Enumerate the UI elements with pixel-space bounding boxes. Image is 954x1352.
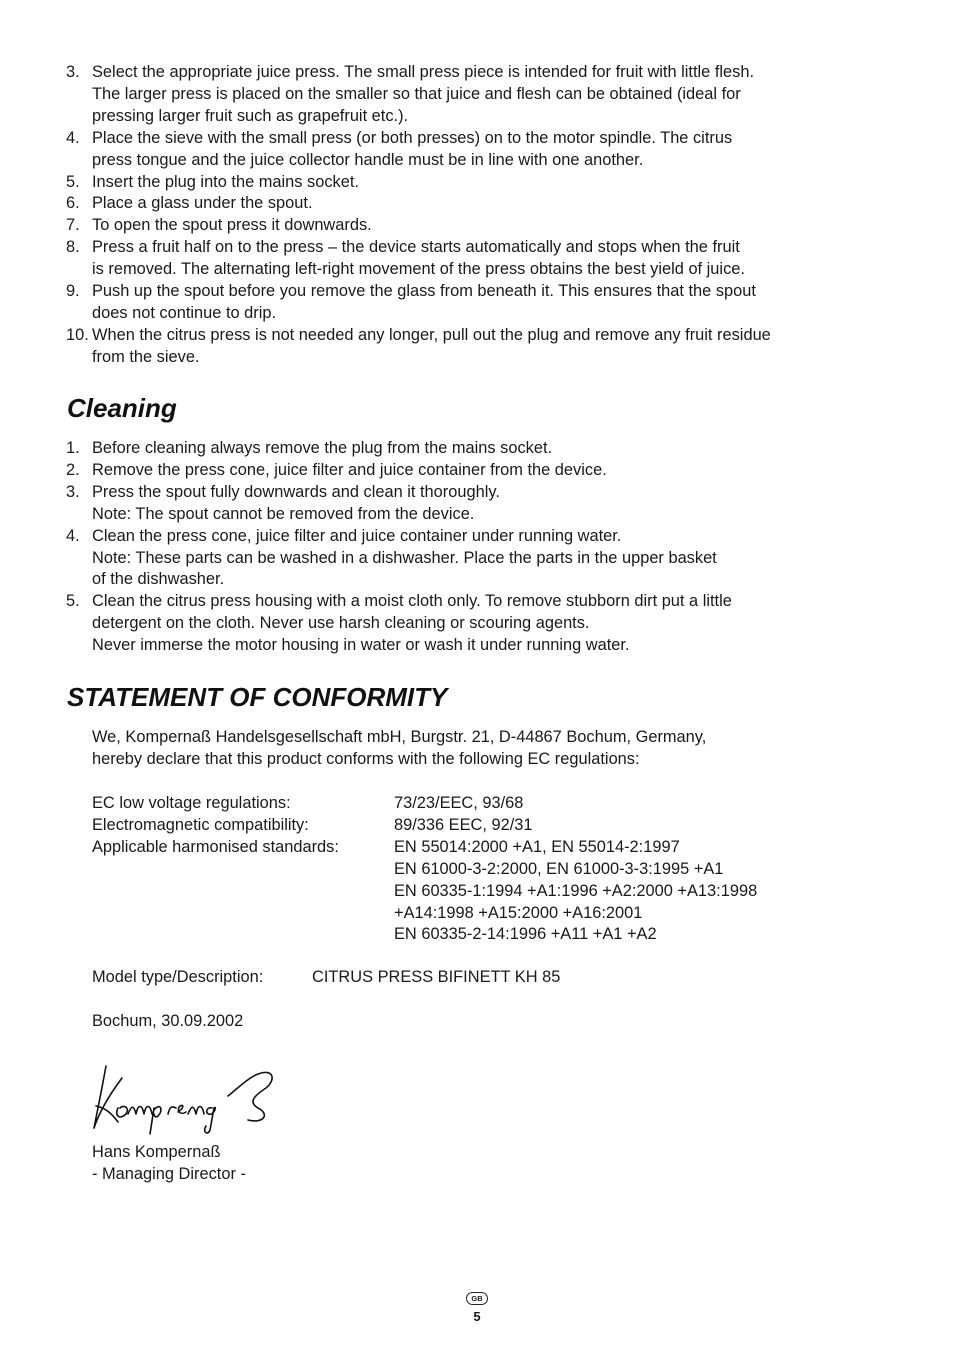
regulation-value-line: EN 60335-2-14:1996 +A11 +A1 +A2 [394, 925, 657, 944]
list-item [66, 62, 876, 128]
list-item [66, 526, 876, 592]
operation-steps-list [66, 62, 876, 369]
regulation-label: Electromagnetic compatibility: [92, 815, 309, 834]
item-text [92, 193, 876, 215]
regulation-value [394, 837, 757, 947]
list-item [66, 128, 876, 172]
item-text [92, 172, 876, 194]
list-item [66, 460, 876, 482]
language-badge: GB [466, 1292, 488, 1305]
regulation-value [394, 815, 533, 837]
item-text [92, 237, 876, 281]
regulation-value-line: EN 61000-3-2:2000, EN 61000-3-3:1995 +A1 [394, 859, 724, 878]
regulations-table [92, 793, 757, 946]
item-text [92, 281, 876, 325]
intro-line: hereby declare that this product conforms with the following EC regulations: [92, 749, 640, 768]
item-line: Clean the citrus press housing with a moist cloth only. To remove stubborn dirt put a little [92, 592, 732, 611]
item-text [92, 325, 876, 369]
page-number: 5 [473, 1309, 481, 1324]
item-text [92, 62, 876, 128]
item-line: Before cleaning always remove the plug from the mains socket. [92, 439, 553, 457]
item-line: Press a fruit half on to the press – the device starts automatically and stops when the fruit [92, 238, 740, 257]
model-label: Model type/Description: [92, 968, 264, 986]
item-line: The larger press is placed on the smaller so that juice and flesh can be obtained (ideal for [92, 84, 741, 103]
item-text [92, 482, 876, 526]
item-line: is removed. The alternating left-right movement of the press obtains the best yield of juice. [92, 260, 745, 279]
item-line: does not continue to drip. [92, 303, 277, 322]
signer-name: Hans Kompernaß [92, 1143, 221, 1161]
item-text [92, 438, 876, 460]
item-line: pressing larger fruit such as grapefruit etc.). [92, 106, 409, 125]
regulation-row [92, 815, 757, 837]
item-line: press tongue and the juice collector handle must be in line with one another. [92, 150, 644, 169]
item-number: 10. [66, 325, 89, 344]
item-line: Select the appropriate juice press. The small press piece is intended for fruit with little flesh. [92, 63, 755, 81]
item-line: from the sieve. [92, 347, 200, 366]
regulation-row [92, 793, 757, 815]
regulation-value-line: +A14:1998 +A15:2000 +A16:2001 [394, 903, 643, 922]
signer-block [92, 1142, 246, 1186]
place-date: Bochum, 30.09.2002 [92, 1012, 244, 1030]
item-number: 5. [66, 592, 80, 611]
item-line: Insert the plug into the mains socket. [92, 172, 359, 191]
item-line: Note: These parts can be washed in a dishwasher. Place the parts in the upper basket [92, 548, 717, 567]
list-item [66, 591, 876, 657]
item-number: 8. [66, 238, 80, 257]
model-row [92, 967, 560, 989]
regulation-row [92, 837, 757, 947]
item-line: To open the spout press it downwards. [92, 216, 372, 235]
regulation-label: Applicable harmonised standards: [92, 837, 339, 856]
item-number: 4. [66, 526, 80, 545]
conformity-intro [92, 727, 706, 771]
item-text [92, 591, 876, 657]
item-number: 7. [66, 216, 80, 235]
intro-line: We, Kompernaß Handelsgesellschaft mbH, Burgstr. 21, D-44867 Bochum, Germany, [92, 728, 707, 746]
list-item [66, 325, 876, 369]
model-value: CITRUS PRESS BIFINETT KH 85 [312, 968, 561, 986]
item-number: 6. [66, 194, 80, 213]
regulation-value [394, 793, 523, 815]
item-text [92, 215, 876, 237]
item-line: Remove the press cone, juice filter and juice container from the device. [92, 460, 607, 479]
regulation-value-line: EN 55014:2000 +A1, EN 55014-2:1997 [394, 837, 680, 856]
item-line: When the citrus press is not needed any longer, pull out the plug and remove any fruit residue [92, 325, 771, 344]
item-text [92, 526, 876, 592]
item-text [92, 460, 876, 482]
item-line: Clean the press cone, juice filter and juice container under running water. [92, 526, 622, 545]
item-line: Never immerse the motor housing in water or wash it under running water. [92, 636, 630, 655]
conformity-heading: STATEMENT OF CONFORMITY [67, 682, 448, 712]
list-item [66, 237, 876, 281]
cleaning-steps-list [66, 438, 876, 657]
item-line: Note: The spout cannot be removed from the device. [92, 504, 475, 523]
list-item [66, 215, 876, 237]
item-number: 1. [66, 439, 80, 457]
list-item [66, 281, 876, 325]
regulation-value-line: EN 60335-1:1994 +A1:1996 +A2:2000 +A13:1998 [394, 881, 758, 900]
item-line: Place the sieve with the small press (or both presses) on to the motor spindle. The citrus [92, 128, 733, 147]
item-line: of the dishwasher. [92, 570, 225, 589]
list-item [66, 482, 876, 526]
item-number: 3. [66, 63, 80, 81]
item-number: 4. [66, 128, 80, 147]
item-number: 2. [66, 460, 80, 479]
item-text [92, 128, 876, 172]
list-item [66, 193, 876, 215]
item-number: 5. [66, 172, 80, 191]
item-line: Press the spout fully downwards and clean it thoroughly. [92, 482, 500, 501]
regulation-value-line: 73/23/EEC, 93/68 [394, 794, 524, 812]
item-number: 3. [66, 482, 80, 501]
cleaning-heading: Cleaning [67, 393, 177, 423]
item-line: detergent on the cloth. Never use harsh cleaning or scouring agents. [92, 614, 590, 633]
list-item [66, 172, 876, 194]
item-line: Push up the spout before you remove the glass from beneath it. This ensures that the spout [92, 282, 756, 301]
signer-title: - Managing Director - [92, 1164, 246, 1183]
regulation-value-line: 89/336 EEC, 92/31 [394, 815, 533, 834]
item-line: Place a glass under the spout. [92, 194, 313, 213]
signature-image [88, 1058, 288, 1138]
regulation-label: EC low voltage regulations: [92, 794, 291, 812]
item-number: 9. [66, 282, 80, 301]
list-item [66, 438, 876, 460]
